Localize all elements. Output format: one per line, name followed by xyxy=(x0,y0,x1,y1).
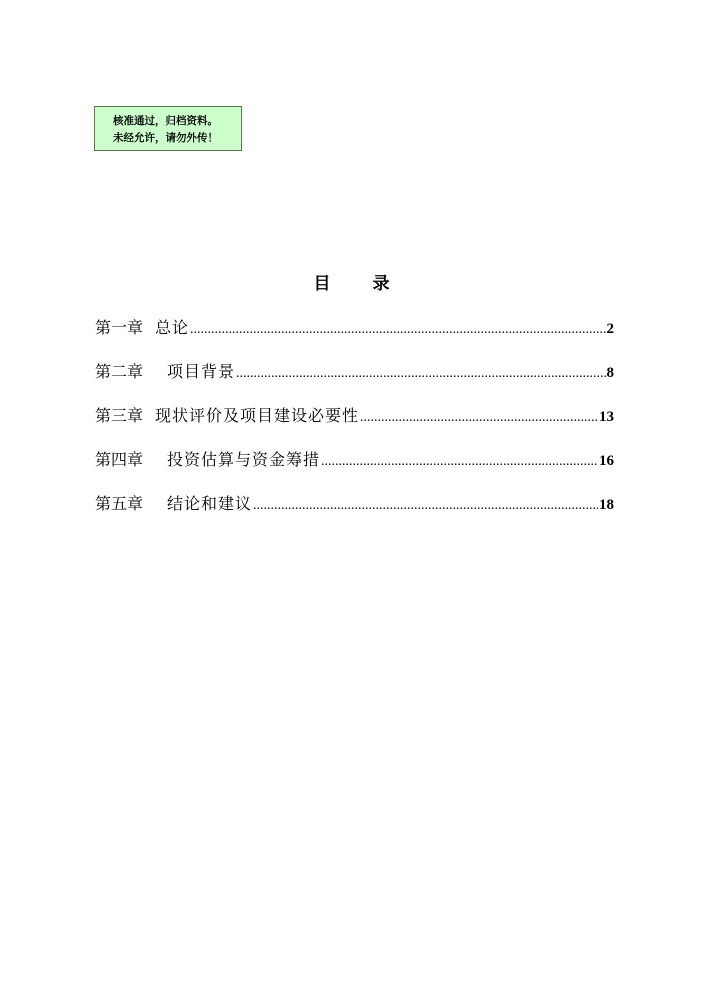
toc-title-char-1: 目 xyxy=(313,274,331,294)
toc-entry-chapter: 第三章 xyxy=(95,406,144,425)
toc-entry-page: 18 xyxy=(599,497,614,513)
stamp-line-1: 核准通过，归档资料。 xyxy=(113,115,218,127)
toc-entry-chapter: 第四章 xyxy=(95,450,144,469)
toc-entry-title: 总论 xyxy=(155,318,190,337)
toc-entry-3[interactable] xyxy=(95,403,614,447)
toc-entry-page: 2 xyxy=(606,321,614,337)
toc-entry-title: 结论和建议 xyxy=(167,494,253,513)
toc-entry-2[interactable] xyxy=(95,359,614,403)
toc-entry-page: 13 xyxy=(599,409,614,425)
toc-title-char-2: 录 xyxy=(372,274,390,294)
toc-leader-dots xyxy=(253,493,598,519)
stamp-line-2: 未经允许，请勿外传！ xyxy=(113,132,218,144)
toc-leader-dots xyxy=(360,405,598,431)
table-of-contents xyxy=(95,315,614,535)
toc-title xyxy=(0,271,703,297)
toc-entry-title: 现状评价及项目建设必要性 xyxy=(155,406,360,425)
toc-entry-5[interactable] xyxy=(95,491,614,535)
toc-entry-chapter: 第二章 xyxy=(95,362,144,381)
toc-leader-dots xyxy=(190,317,605,343)
toc-entry-page: 8 xyxy=(606,365,614,381)
toc-leader-dots xyxy=(236,361,605,387)
toc-entry-4[interactable] xyxy=(95,447,614,491)
toc-entry-title: 投资估算与资金筹措 xyxy=(167,450,321,469)
toc-entry-chapter: 第五章 xyxy=(95,494,144,513)
toc-entry-page: 16 xyxy=(599,453,614,469)
toc-entry-chapter: 第一章 xyxy=(95,318,144,337)
toc-entry-title: 项目背景 xyxy=(167,362,236,381)
approval-stamp xyxy=(94,106,242,151)
toc-entry-1[interactable] xyxy=(95,315,614,359)
toc-leader-dots xyxy=(321,449,598,475)
